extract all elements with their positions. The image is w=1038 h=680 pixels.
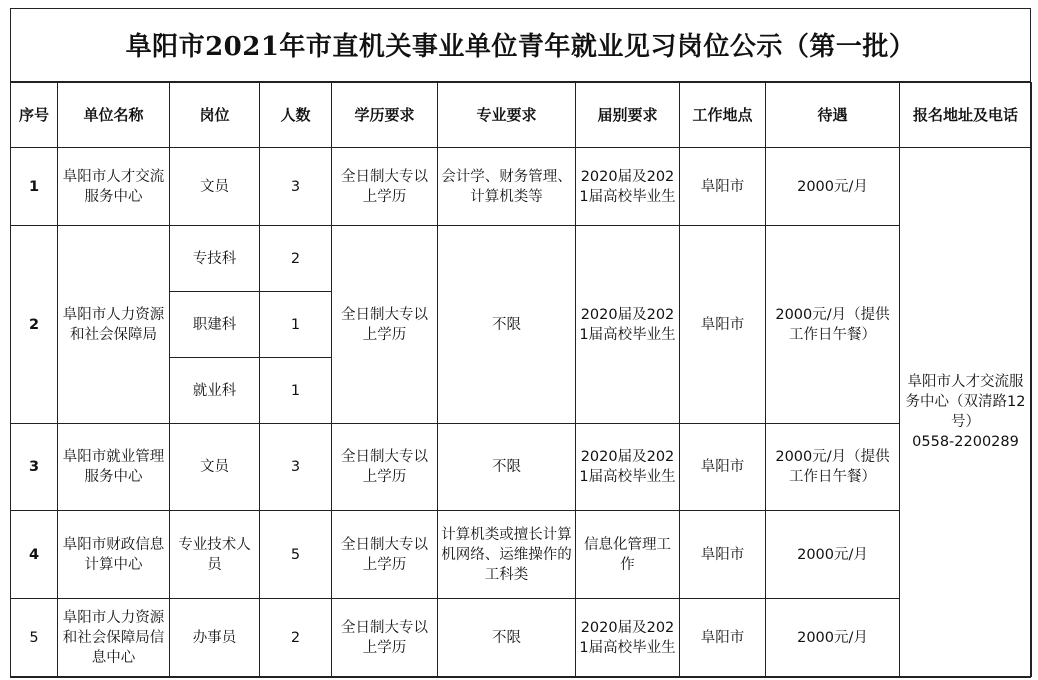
row-unit: 阜阳市财政信息计算中心	[58, 511, 170, 599]
header-location: 工作地点	[680, 83, 766, 148]
row-unit: 阜阳市人力资源和社会保障局信息中心	[58, 599, 170, 677]
row-major: 不限	[438, 424, 576, 511]
row-count: 2	[260, 599, 332, 677]
row-count: 2	[260, 226, 332, 292]
row-education: 全日制大专以上学历	[332, 599, 438, 677]
row-post: 文员	[170, 424, 260, 511]
row-post: 专技科	[170, 226, 260, 292]
header-no: 序号	[11, 83, 58, 148]
row-post: 就业科	[170, 358, 260, 424]
row-location: 阜阳市	[680, 226, 766, 424]
row-no: 5	[11, 599, 58, 677]
row-pay: 2000元/月	[766, 511, 900, 599]
row-major: 计算机类或擅长计算机网络、运维操作的工科类	[438, 511, 576, 599]
row-count: 1	[260, 358, 332, 424]
row-pay: 2000元/月	[766, 148, 900, 226]
row-post: 专业技术人员	[170, 511, 260, 599]
row-pay: 2000元/月（提供工作日午餐）	[766, 226, 900, 424]
row-education: 全日制大专以上学历	[332, 148, 438, 226]
row-graduation: 信息化管理工作	[576, 511, 680, 599]
row-major: 不限	[438, 226, 576, 424]
row-unit: 阜阳市人才交流服务中心	[58, 148, 170, 226]
row-post: 办事员	[170, 599, 260, 677]
table-row	[11, 148, 1032, 226]
row-no: 3	[11, 424, 58, 511]
internship-posts-table	[10, 82, 1032, 677]
header-contact: 报名地址及电话	[900, 83, 1032, 148]
row-no: 2	[11, 226, 58, 424]
table-row	[11, 511, 1032, 599]
row-graduation: 2020届及2021届高校毕业生	[576, 226, 680, 424]
row-education: 全日制大专以上学历	[332, 226, 438, 424]
row-count: 1	[260, 292, 332, 358]
row-education: 全日制大专以上学历	[332, 511, 438, 599]
header-post: 岗位	[170, 83, 260, 148]
header-pay: 待遇	[766, 83, 900, 148]
table-row	[11, 424, 1032, 511]
row-unit: 阜阳市人力资源和社会保障局	[58, 226, 170, 424]
contact-phone: 0558-2200289	[912, 434, 1019, 450]
header-count: 人数	[260, 83, 332, 148]
header-graduation: 届别要求	[576, 83, 680, 148]
row-count: 3	[260, 424, 332, 511]
table-row	[11, 226, 1032, 292]
row-count: 5	[260, 511, 332, 599]
header-education: 学历要求	[332, 83, 438, 148]
row-count: 3	[260, 148, 332, 226]
row-graduation: 2020届及2021届高校毕业生	[576, 148, 680, 226]
row-graduation: 2020届及2021届高校毕业生	[576, 599, 680, 677]
row-location: 阜阳市	[680, 511, 766, 599]
row-major: 不限	[438, 599, 576, 677]
contact-cell	[900, 148, 1032, 677]
header-row	[11, 83, 1032, 148]
row-location: 阜阳市	[680, 599, 766, 677]
row-no: 4	[11, 511, 58, 599]
row-post: 文员	[170, 148, 260, 226]
row-unit: 阜阳市就业管理服务中心	[58, 424, 170, 511]
page-title: 阜阳市2021年市直机关事业单位青年就业见习岗位公示（第一批）	[10, 8, 1031, 82]
row-post: 职建科	[170, 292, 260, 358]
row-pay: 2000元/月（提供工作日午餐）	[766, 424, 900, 511]
row-education: 全日制大专以上学历	[332, 424, 438, 511]
row-location: 阜阳市	[680, 148, 766, 226]
row-major: 会计学、财务管理、计算机类等	[438, 148, 576, 226]
header-major: 专业要求	[438, 83, 576, 148]
row-no: 1	[11, 148, 58, 226]
row-graduation: 2020届及2021届高校毕业生	[576, 424, 680, 511]
table-row	[11, 599, 1032, 677]
row-location: 阜阳市	[680, 424, 766, 511]
contact-address: 阜阳市人才交流服务中心（双清路12号）	[905, 374, 1026, 430]
header-unit: 单位名称	[58, 83, 170, 148]
row-pay: 2000元/月	[766, 599, 900, 677]
